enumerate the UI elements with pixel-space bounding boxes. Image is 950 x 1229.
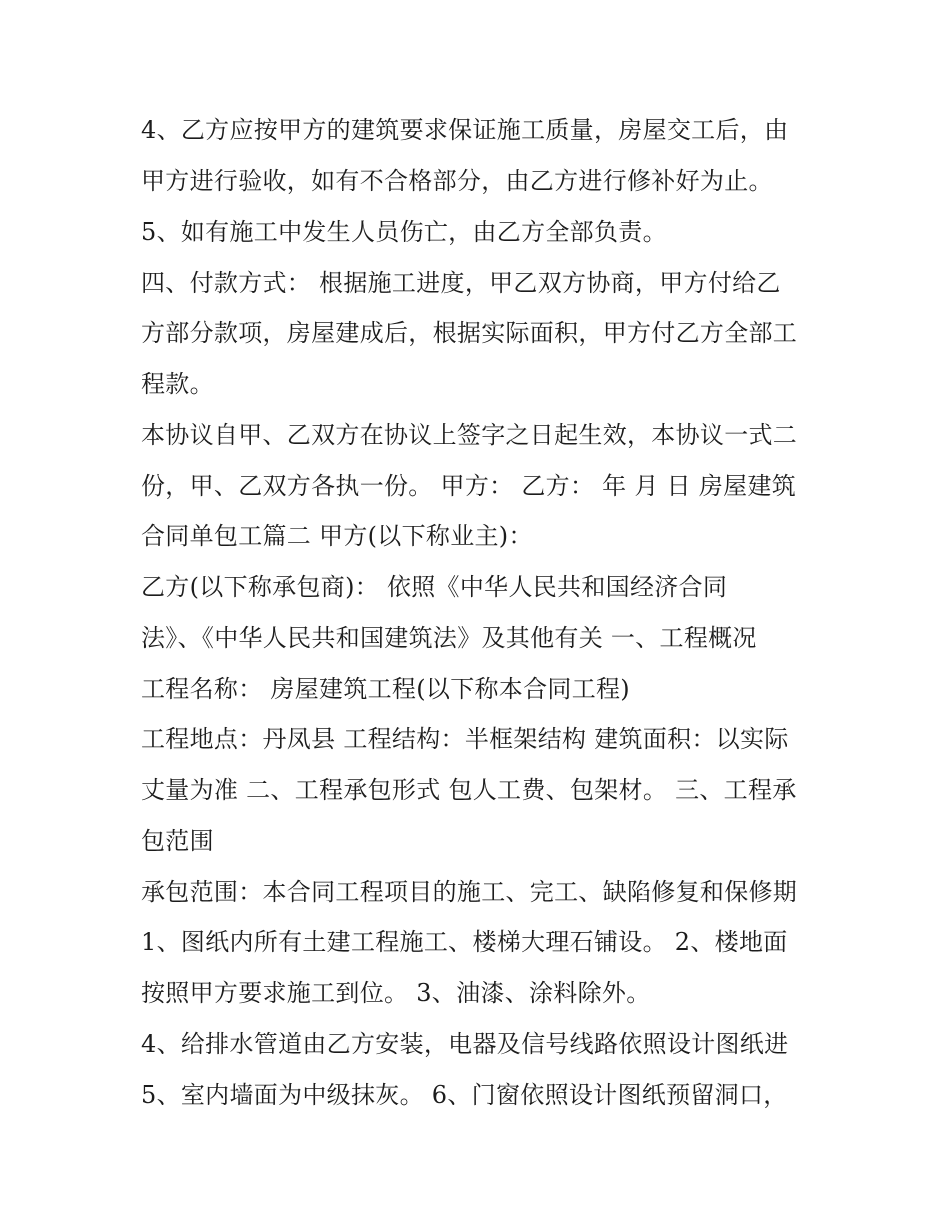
text-line: 乙方(以下称承包商)： 依照《中华人民共和国经济合同 — [141, 573, 728, 601]
text-line: 本协议自甲、乙双方在协议上签字之日起生效，本协议一式二 — [141, 421, 798, 449]
text-line: 法》、《中华人民共和国建筑法》及其他有关 一、工程概况 — [141, 624, 757, 652]
text-line: 四、付款方式： 根据施工进度，甲乙双方协商，甲方付给乙 — [141, 269, 781, 297]
text-line: 程款。 — [141, 370, 214, 398]
text-line: 工程地点：丹凤县 工程结构：半框架结构 建筑面积：以实际 — [141, 725, 789, 753]
text-line: 按照甲方要求施工到位。 3、油漆、涂料除外。 — [141, 979, 651, 1007]
text-line: 1、图纸内所有土建工程施工、楼梯大理石铺设。 2、楼地面 — [141, 928, 788, 956]
text-line: 包范围 — [141, 827, 214, 855]
text-line: 份，甲、乙双方各执一份。 甲方： 乙方： 年 月 日 房屋建筑 — [141, 472, 797, 500]
text-line: 甲方进行验收，如有不合格部分，由乙方进行修补好为止。 — [141, 167, 773, 195]
text-line: 5、如有施工中发生人员伤亡，由乙方全部负责。 — [141, 218, 667, 246]
text-line: 5、室内墙面为中级抹灰。 6、门窗依照设计图纸预留洞口， — [141, 1081, 788, 1109]
text-line: 合同单包工篇二 甲方(以下称业主)： — [141, 522, 533, 550]
text-line: 工程名称： 房屋建筑工程(以下称本合同工程) — [141, 675, 630, 703]
text-line: 丈量为准 二、工程承包形式 包人工费、包架材。 三、工程承 — [141, 776, 797, 804]
text-line: 4、乙方应按甲方的建筑要求保证施工质量，房屋交工后，由 — [141, 116, 789, 144]
text-line: 承包范围：本合同工程项目的施工、完工、缺陷修复和保修期 — [141, 878, 798, 906]
text-line: 方部分款项，房屋建成后，根据实际面积，甲方付乙方全部工 — [141, 319, 798, 347]
text-line: 4、给排水管道由乙方安装，电器及信号线路依照设计图纸进 — [141, 1030, 789, 1058]
